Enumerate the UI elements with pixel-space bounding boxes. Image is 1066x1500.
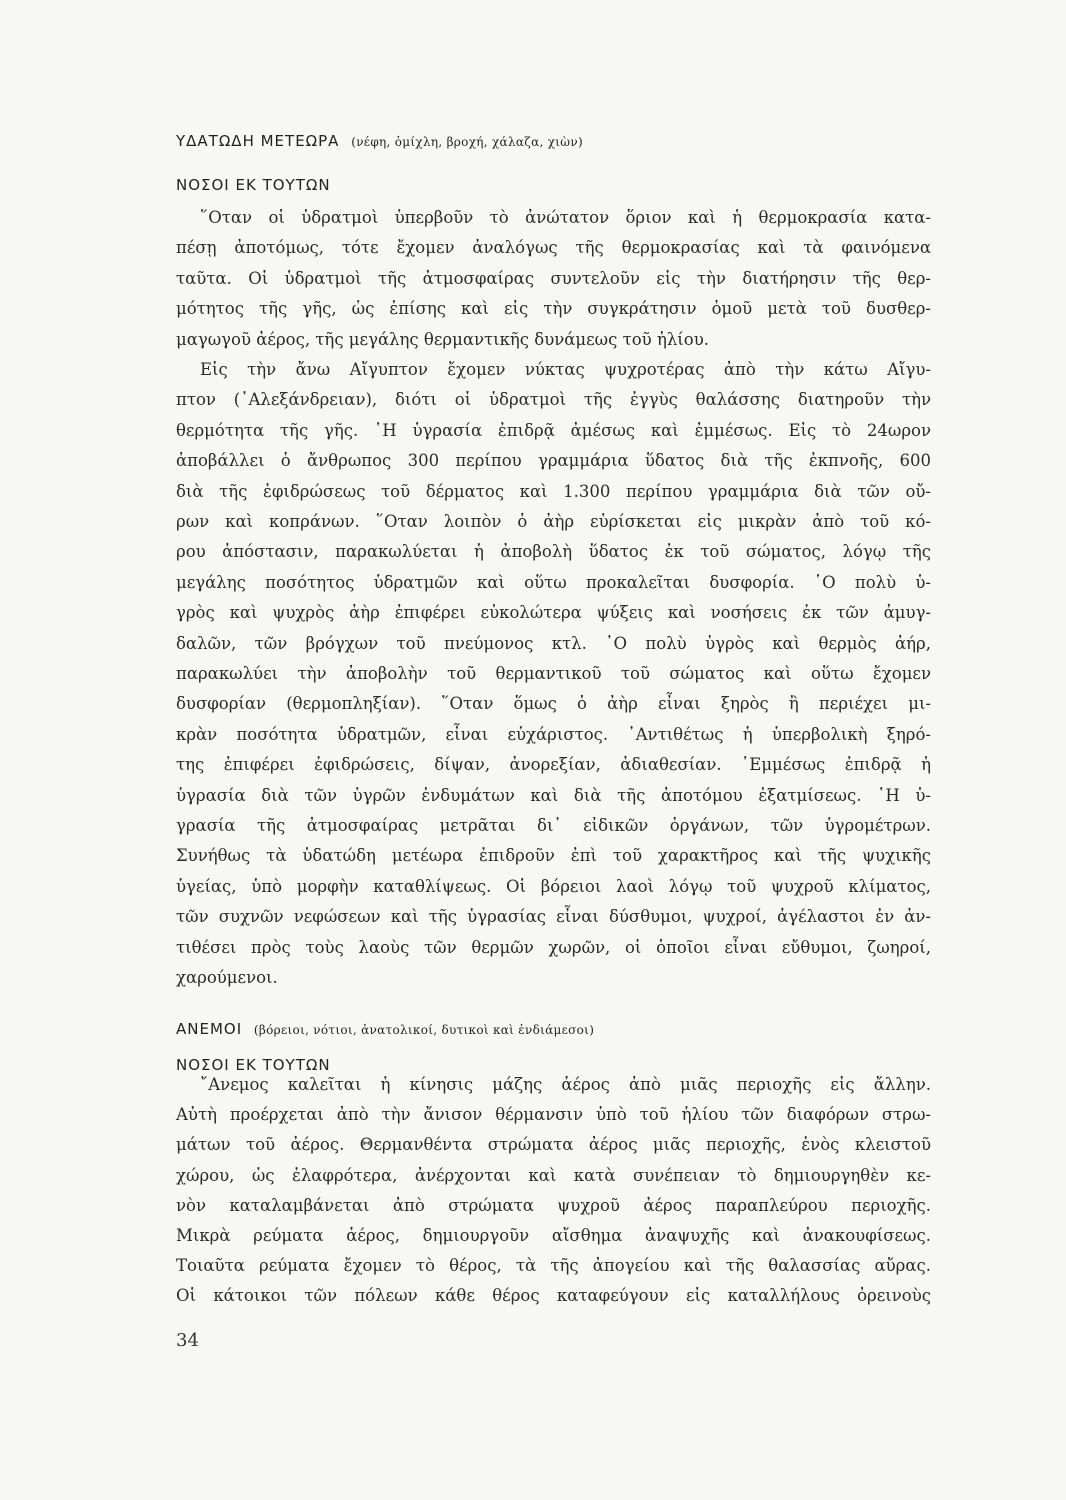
text-line: Συνήθως τὰ ὑδατώδη μετέωρα ἐπιδροῦν ἐπὶ τοῦ χαρακτῆρος καὶ τῆς ψυχικῆς [176,846,931,866]
text-line: τῶν συχνῶν νεφώσεων καὶ τῆς ὑγρασίας εἶναι δύσθυμοι, ψυχροί, ἀγέλαστοι ἐν ἀν- [176,907,931,927]
text-line: ὑγείας, ὑπὸ μορφὴν καταθλίψεως. Οἱ βόρειοι λαοὶ λόγῳ τοῦ ψυχροῦ κλίματος, [176,876,931,896]
text-line: ῞Οταν οἱ ὑδρατμοὶ ὑπερβοῦν τὸ ἀνώτατον ὅριον καὶ ἡ θερμοκρασία κατα- [200,208,931,227]
text-line: χώρου, ὡς ἐλαφρότερα, ἀνέρχονται καὶ κατὰ συνέπειαν τὸ δημιουργηθὲν κε- [176,1165,931,1185]
text-line: ἀποβάλλει ὁ ἄνθρωπος 300 περίπου γραμμάρια ὕδατος διὰ τῆς ἐκπνοῆς, 600 [176,451,931,471]
text-line: πτον (᾿Αλεξάνδρειαν), διότι οἱ ὑδρατμοὶ τῆς ἐγγὺς θαλάσσης διατηροῦν τὴν [176,390,931,410]
text-line: πέσῃ ἀποτόμως, τότε ἔχομεν ἀναλόγως τῆς θερμοκρασίας καὶ τὰ φαινόμενα [176,238,931,258]
text-line: μάτων τοῦ ἀέρος. Θερμανθέντα στρώματα ἀέρος μιᾶς περιοχῆς, ἑνὸς κλειστοῦ [176,1135,931,1155]
text-line: ῎Ανεμος καλεῖται ἡ κίνησις μάζης ἀέρος ἀπὸ μιᾶς περιοχῆς εἰς ἄλλην. [200,1075,931,1094]
text-line: δαλῶν, τῶν βρόγχων τοῦ πνεύμονος κτλ. ῾Ο πολὺ ὑγρὸς καὶ θερμὸς ἀήρ, [176,633,931,653]
section-heading-subtitle: (νέφη, ὁμίχλη, βροχή, χάλαζα, χιὼν) [351,135,583,149]
text-line: κρὰν ποσότητα ὑδρατμῶν, εἶναι εὐχάριστος. ᾿Αντιθέτως ἡ ὑπερβολικὴ ξηρό- [176,724,931,744]
section-heading-text: ΑΝΕΜΟΙ [176,1020,243,1038]
section-subheading: ΝΟΣΟΙ ΕΚ ΤΟΥΤΩΝ [176,1056,331,1074]
section-heading-winds [176,1020,594,1038]
text-line: Εἰς τὴν ἄνω Αἴγυπτον ἔχομεν νύκτας ψυχροτέρας ἀπὸ τὴν κάτω Αἴγυ- [200,360,931,379]
text-line: μαγωγοῦ ἀέρος, τῆς μεγάλης θερμαντικῆς δυνάμεως τοῦ ἡλίου. [176,329,709,349]
text-line: Μικρὰ ρεύματα ἀέρος, δημιουργοῦν αἴσθημα ἀναψυχῆς καὶ ἀνακουφίσεως. [176,1226,931,1245]
text-line: μότητος τῆς γῆς, ὡς ἐπίσης καὶ εἰς τὴν συγκράτησιν ὁμοῦ μετὰ τοῦ δυσθερ- [176,299,931,319]
text-line: ταῦτα. Οἱ ὑδρατμοὶ τῆς ἀτμοσφαίρας συντελοῦν εἰς τὴν διατήρησιν τῆς θερ- [176,268,931,288]
text-line: Τοιαῦτα ρεύματα ἔχομεν τὸ θέρος, τὰ τῆς ἀπογείου καὶ τῆς θαλασσίας αὔρας. [176,1256,931,1276]
text-line: διὰ τῆς ἐφιδρώσεως τοῦ δέρματος καὶ 1.300 περίπου γραμμάρια διὰ τῶν οὔ- [176,481,931,501]
text-line: Αὐτὴ προέρχεται ἀπὸ τὴν ἄνισον θέρμανσιν ὑπὸ τοῦ ἡλίου τῶν διαφόρων στρω- [176,1105,931,1125]
text-line: παρακωλύει τὴν ἀποβολὴν τοῦ θερμαντικοῦ τοῦ σώματος καὶ οὕτω ἔχομεν [176,664,931,683]
section-subheading: ΝΟΣΟΙ ΕΚ ΤΟΥΤΩΝ [176,176,331,194]
text-line: ὑγρασία διὰ τῶν ὑγρῶν ἐνδυμάτων καὶ διὰ τῆς ἀποτόμου ἐξατμίσεως. ῾Η ὑ- [176,785,931,805]
text-line: μεγάλης ποσότητος ὑδρατμῶν καὶ οὕτω προκαλεῖται δυσφορία. ῾Ο πολὺ ὑ- [176,572,931,592]
page-number: 34 [176,1330,199,1351]
text-line: νὸν καταλαμβάνεται ἀπὸ στρώματα ψυχροῦ ἀέρος παραπλεύρου περιοχῆς. [176,1195,931,1215]
text-line: χαρούμενοι. [176,968,278,987]
text-line: ρων καὶ κοπράνων. ῞Οταν λοιπὸν ὁ ἀὴρ εὑρίσκεται εἰς μικρὰν ἀπὸ τοῦ κό- [176,512,931,531]
text-line: της ἐπιφέρει ἐφιδρώσεις, δίψαν, ἀνορεξίαν, ἀδιαθεσίαν. ᾿Εμμέσως ἐπιδρᾷ ἡ [176,755,931,775]
text-line: θερμότητα τῆς γῆς. ῾Η ὑγρασία ἐπιδρᾷ ἀμέσως καὶ ἐμμέσως. Εἰς τὸ 24ωρον [176,420,931,440]
section-heading-text: ΥΔΑΤΩΔΗ ΜΕΤΕΩΡΑ [176,132,340,150]
section-heading-hydrometeors [176,132,583,150]
section-heading-subtitle: (βόρειοι, νότιοι, ἀνατολικοί, δυτικοὶ καὶ ἐνδιάμεσοι) [253,1023,595,1037]
text-line: γρασία τῆς ἀτμοσφαίρας μετρᾶται δι᾿ εἰδικῶν ὀργάνων, τῶν ὑγρομέτρων. [176,816,931,835]
text-line: ρου ἀπόστασιν, παρακωλύεται ἡ ἀποβολὴ ὕδατος ἐκ τοῦ σώματος, λόγῳ τῆς [176,542,931,562]
text-line: δυσφορίαν (θερμοπληξίαν). ῞Οταν ὅμως ὁ ἀὴρ εἶναι ξηρὸς ἢ περιέχει μι- [176,694,931,714]
text-line: τιθέσει πρὸς τοὺς λαοὺς τῶν θερμῶν χωρῶν, οἱ ὁποῖοι εἶναι εὔθυμοι, ζωηροί, [176,937,931,957]
text-line: Οἱ κάτοικοι τῶν πόλεων κάθε θέρος καταφεύγουν εἰς καταλλήλους ὀρεινοὺς [176,1286,931,1306]
text-line: γρὸς καὶ ψυχρὸς ἀὴρ ἐπιφέρει εὐκολώτερα ψύξεις καὶ νοσήσεις ἐκ τῶν ἀμυγ- [176,603,931,623]
